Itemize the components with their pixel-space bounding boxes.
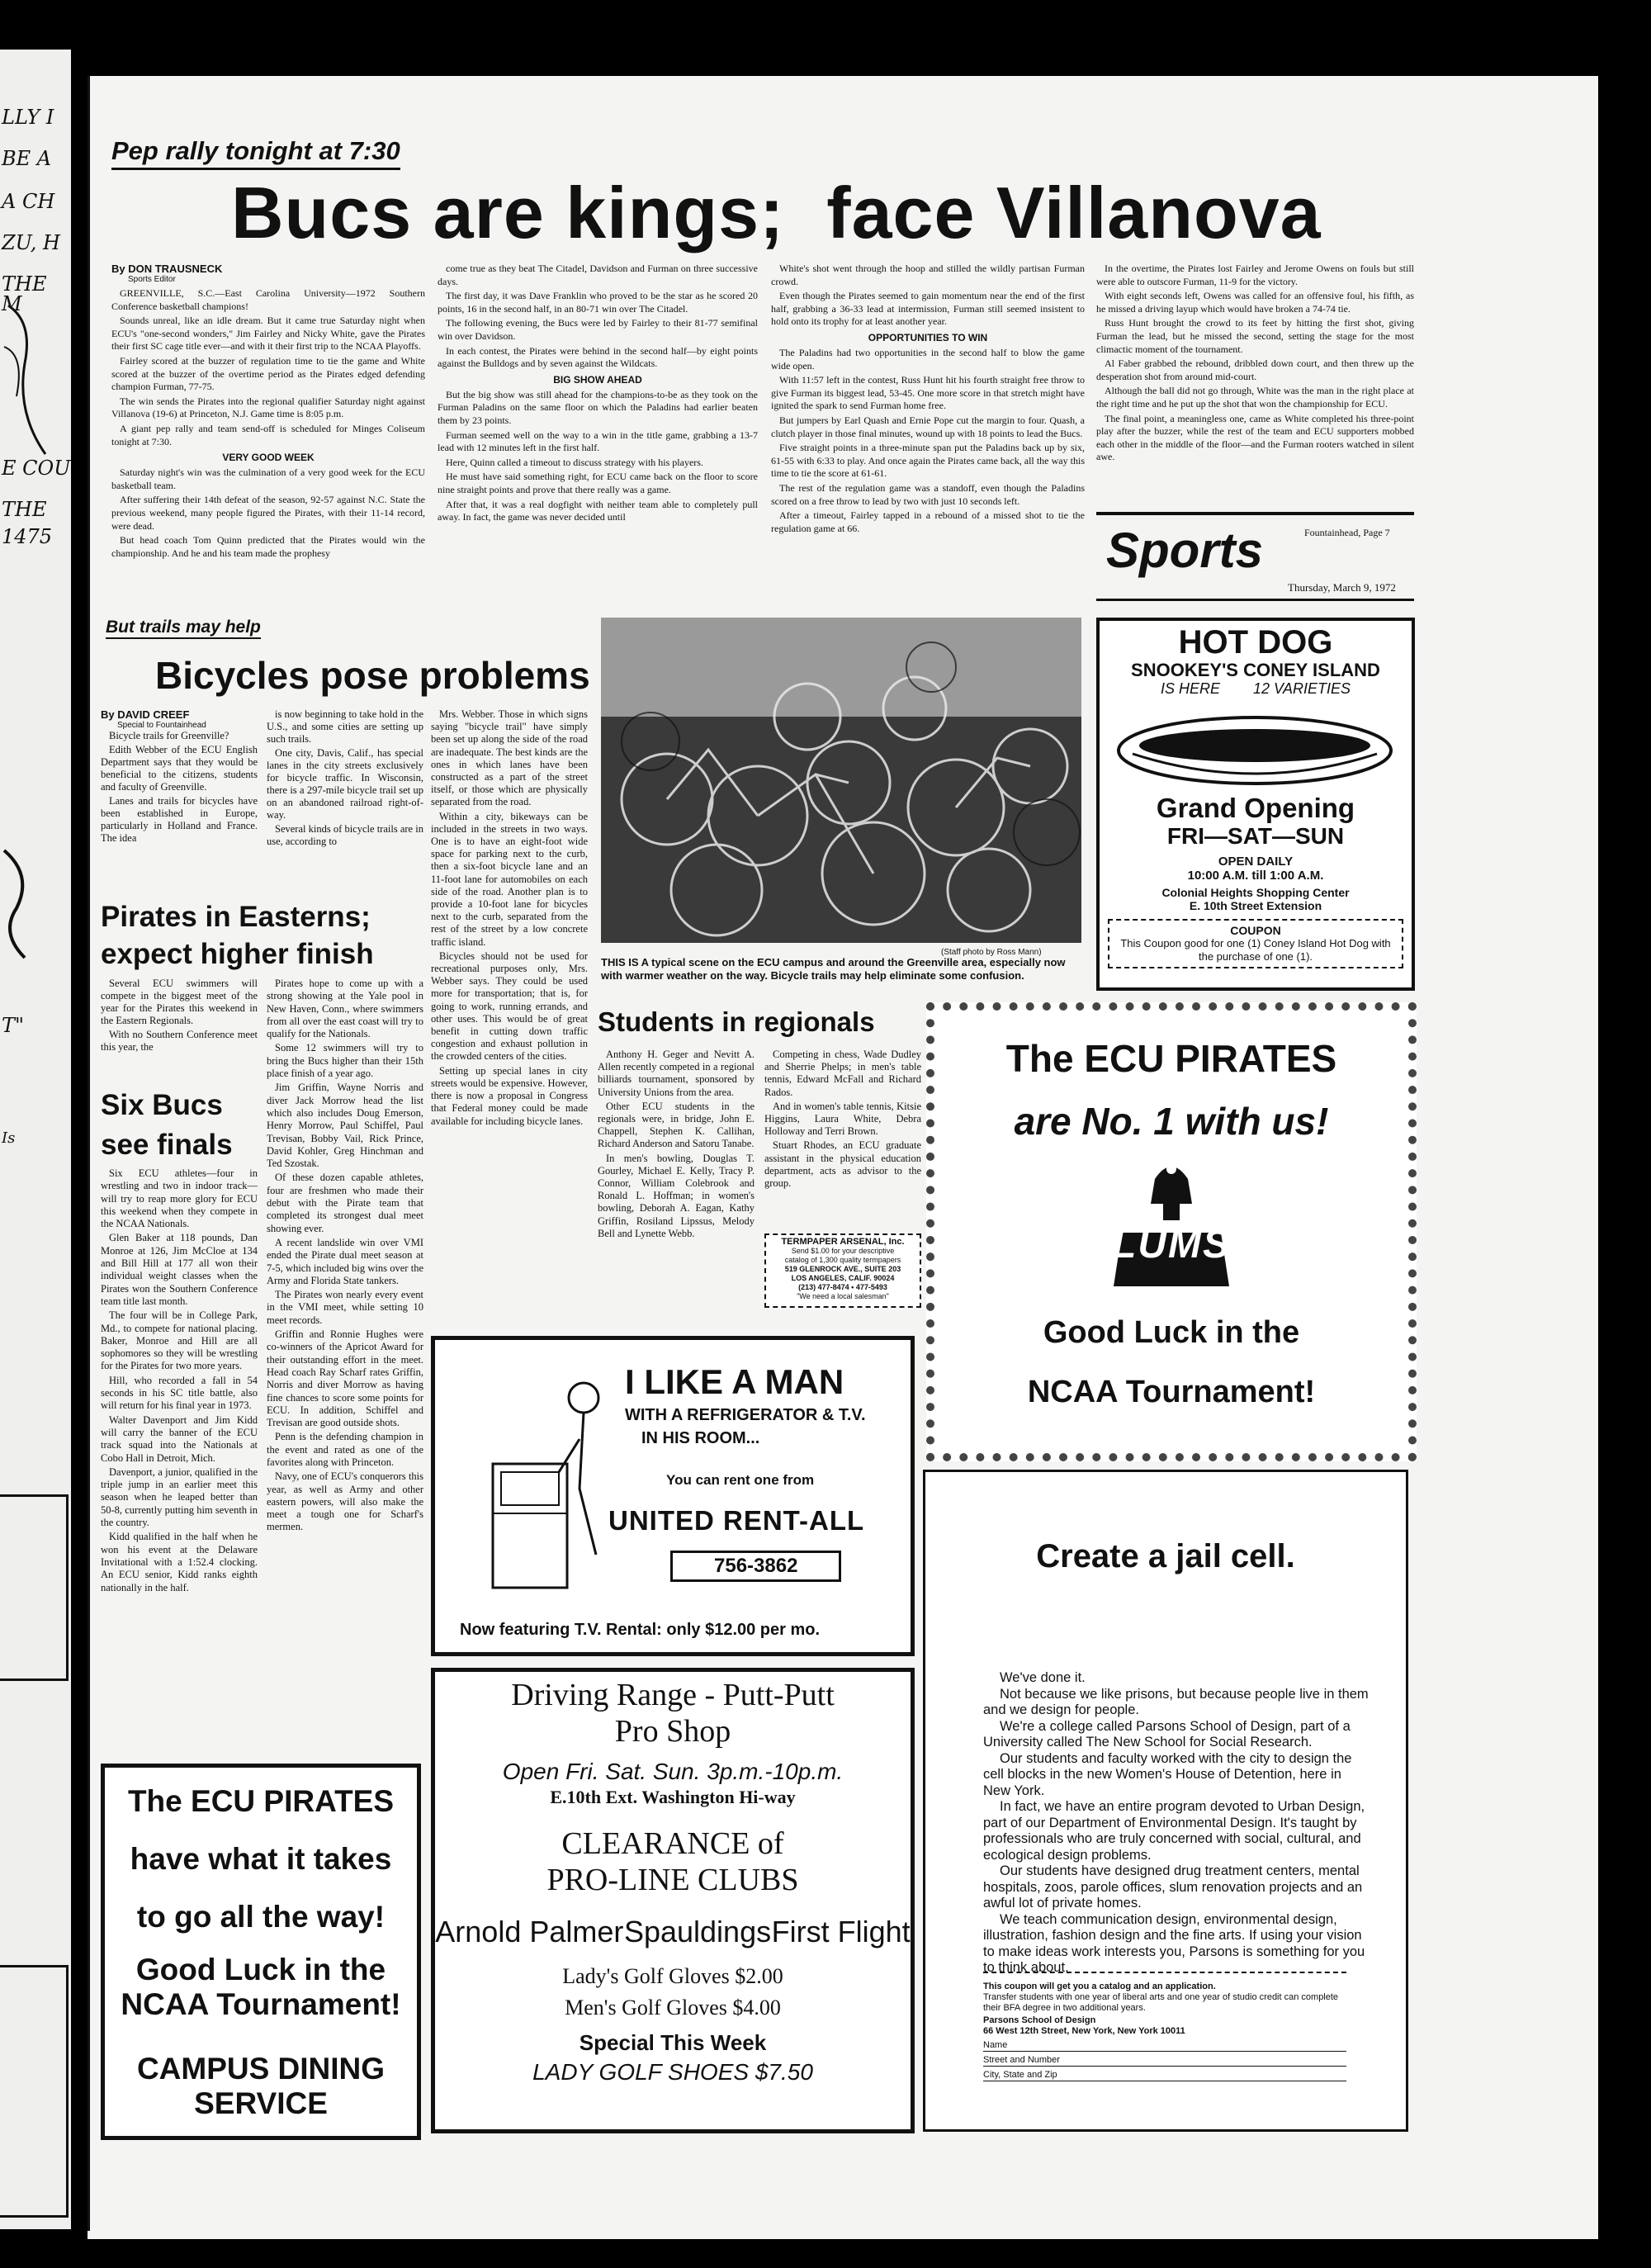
driving-line: PRO-LINE CLUBS <box>546 1863 799 1897</box>
bikes-byline: By DAVID CREEF <box>101 708 190 721</box>
left-rule <box>88 76 90 2231</box>
lums-line: Good Luck in the <box>1043 1315 1300 1350</box>
paragraph: is now beginning to take hold in the U.S., and some cities are setting up such trails. <box>267 708 423 745</box>
paragraph: GREENVILLE, S.C.—East Carolina University—1972 Southern Conference basketball champions! <box>111 287 425 312</box>
paragraph: Fairley scored at the buzzer of regulation time to tie the game and White scored at the buzzer of the overtime period as the Pirates edged defending champion Furman, 77-75. <box>111 354 425 393</box>
regionals-headline: Students in regionals <box>598 1006 875 1037</box>
section-title: Sports <box>1106 523 1264 578</box>
lead-col-3 <box>771 263 1085 537</box>
lead-byline: By DON TRAUSNECK <box>111 263 223 275</box>
rentall-headline: I LIKE A MAN <box>625 1362 844 1401</box>
paragraph: Bicycles should not be used for recreational purposes only, Mrs. Webber says. They could be used more for transportation; that is, for going to work, running errands, and other uses. This would be of great benefit in cutting down traffic congestion and exhaust pollution in the crowded centers of the cities. <box>431 949 588 1063</box>
paragraph: In each contest, the Pirates were behind in the second half—by eight points against the Bulldogs and by seven against the Wildcats. <box>438 344 758 370</box>
paragraph: Other ECU students in the regionals were, in bridge, John E. Chappell, Stephen K. Callihan, Richard Anderson and Satoru Tanabe. <box>598 1100 755 1150</box>
lums-line: The ECU PIRATES <box>1005 1037 1337 1080</box>
paragraph: One city, Davis, Calif., has special lanes in the city streets exclusively for bicycle traffic. In Wisconsin, there is a 297-mile bicycle trail set up on an abandoned railroad right-of-way. <box>267 747 423 821</box>
paragraph: Griffin and Ronnie Hughes were co-winners of the Apricot Award for their outstanding effort in the meet. Head coach Ray Scharf rates Griffin, Norris and diver Morrow as having fine chances to score some points for ECU. In addition, Schiffel and Trevisan are good outside shots. <box>267 1328 423 1429</box>
strip-word: T" <box>2 1014 25 1037</box>
paragraph: The final point, a meaningless one, came as White completed his three-point play after the buzzer, while the rest of the team and ECU supporters mobbed each other in the middle of the floor—and the Furman rooters watched in silent awe. <box>1096 412 1414 463</box>
paragraph: Six ECU athletes—four in wrestling and two in indoor track—will try to reap more glory for ECU this weekend when they compete in the NCAA Nationals. <box>101 1167 258 1230</box>
paragraph: But jumpers by Earl Quash and Ernie Pope cut the margin to four. Quash, a clutch player in those final minutes, wound up with 18 points to lead the Bucs. <box>771 414 1085 439</box>
paragraph: Several ECU swimmers will compete in the biggest meet of the year for the Pirates this weekend in the Eastern Regionals. <box>101 978 258 1026</box>
paragraph: Setting up special lanes in city streets would be expensive. However, there is now a proposal in Congress that Federal money could be made available for including bicycle lanes. <box>431 1064 588 1127</box>
driving-price: Lady's Golf Gloves $2.00 <box>562 1964 783 1988</box>
driving-range-ad <box>431 1668 915 2133</box>
bikes-headline: Bicycles pose problems <box>155 654 590 697</box>
parsons-coupon-line: This coupon will get you a catalog and an application. <box>983 1982 1216 1991</box>
parsons-school: Parsons School of Design <box>983 2015 1096 2025</box>
bikes-col-3 <box>431 708 588 1129</box>
driving-hours: Open Fri. Sat. Sun. 3p.m.-10p.m. <box>502 1759 844 1784</box>
paragraph: White's shot went through the hoop and stilled the wildly partisan Furman crowd. <box>771 263 1085 287</box>
paragraph: Mrs. Webber. Those in which signs saying "bicycle trail" have simply been set up along the side of the road are inadequate. The best kinds are the ones in which lanes have been constructed as a part of the street itself, or those which are physically separated from the road. <box>431 708 588 808</box>
refrigerator-icon <box>485 1365 608 1612</box>
strip-word: ZU, H <box>2 231 60 254</box>
lead-byrole: Sports Editor <box>128 275 176 284</box>
dining-line: The ECU PIRATES <box>127 1784 395 1818</box>
strip-word: THE M <box>2 272 47 315</box>
rentall-line: You can rent one from <box>666 1472 815 1488</box>
paragraph: He must have said something right, for ECU came back on the floor to score nine straight points and prove that there really was a game. <box>438 471 758 495</box>
regionals-col-1 <box>598 1049 755 1242</box>
issue-date: Thursday, March 9, 1972 <box>1288 581 1396 594</box>
sixbucs-headline-2: see finals <box>101 1129 233 1161</box>
subhead: OPPORTUNITIES TO WIN <box>868 331 988 343</box>
strip-box <box>0 1965 69 2218</box>
paragraph: Lanes and trails for bicycles have been established in Europe, particularly in Holland and France. The idea <box>101 795 258 844</box>
paragraph: The four will be in College Park, Md., to compete for national placing. Baker, Monroe and Hill are all sophomores so they will be wrestling for the Pirates for two more years. <box>101 1309 258 1372</box>
paragraph: The following evening, the Bucs were led by Fairley to their 81-77 semifinal win over Davidson. <box>438 317 758 342</box>
lead-col-2 <box>438 263 758 526</box>
driving-line: Driving Range - Putt-Putt <box>511 1678 835 1712</box>
termpaper-address: 519 GLENROCK AVE., SUITE 203 <box>784 1265 901 1273</box>
paragraph: With eight seconds left, Owens was called for an offensive foul, his fifth, as he missed a driving layup which would have broken a 74-74 tie. <box>1096 290 1414 315</box>
hotdog-tag: IS HERE <box>1160 680 1220 697</box>
paragraph: The rest of the regulation game was a standoff, even though the Paladins scored on a free throw to lead by two with just 10 seconds left. <box>771 481 1085 507</box>
strip-box <box>0 1494 69 1681</box>
coupon-text: This Coupon good for one (1) Coney Island Hot Dog with the purchase of one (1). <box>1120 937 1391 963</box>
rentall-line: WITH A REFRIGERATOR & T.V. <box>625 1406 866 1424</box>
easterns-headline-2: expect higher finish <box>101 938 374 970</box>
brand: First Flight <box>771 1915 911 1948</box>
dining-line: to go all the way! <box>136 1900 386 1934</box>
paragraph: After that, it was a real dogfight with neither team able to completely pull away. In fact, the game was never decided until <box>438 498 758 523</box>
rentall-name: UNITED RENT-ALL <box>608 1505 865 1536</box>
hotdog-open: OPEN DAILY <box>1218 855 1294 869</box>
hotdog-days: FRI—SAT—SUN <box>1166 823 1345 849</box>
paragraph: In the overtime, the Pirates lost Fairley and Jerome Owens on fouls but still were able to outscore Furman, 11-9 for the victory. <box>1096 263 1414 287</box>
paragraph: But the big show was still ahead for the champions-to-be as they took on the Furman Paladins on the same floor on which the Paladins had earlier beaten them by 23 points. <box>438 388 758 426</box>
lead-col-4 <box>1096 263 1414 466</box>
bikes-byrole: Special to Fountainhead <box>117 721 206 730</box>
hotdog-tagline <box>1100 680 1412 698</box>
paragraph: Several kinds of bicycle trails are in use, according to <box>267 823 423 847</box>
coupon-title: COUPON <box>1230 924 1281 937</box>
paragraph: The win sends the Pirates into the regional qualifier Saturday night against Villanova (19-6) at Princeton, N.J. Game time is 8:05 p.m. <box>111 395 425 420</box>
termpaper-line: catalog of 1,300 quality termpapers <box>784 1256 901 1264</box>
easterns-col-2 <box>267 978 423 1536</box>
paragraph: Furman seemed well on the way to a win in the title game, grabbing a 13-7 lead with 12 minutes left in the first half. <box>438 429 758 454</box>
bicycles-photo <box>601 618 1081 943</box>
rentall-ad <box>431 1336 915 1656</box>
sixbucs-col-1 <box>101 1167 258 1596</box>
paragraph: The Paladins had two opportunities in the second half to blow the game wide open. <box>771 346 1085 372</box>
parsons-coupon-line: Transfer students with one year of liberal arts and one year of studio credit can complete their BFA degree in two additional years. <box>983 1992 1339 2013</box>
paragraph: Of these dozen capable athletes, four are freshmen who made their debut with the Pirate team that completed its strongest dual meet showing ever. <box>267 1172 423 1234</box>
paragraph: Our students have designed drug treatment centers, mental hospitals, zoos, parole offices, slum renovation projects and an awful lot of private homes. <box>983 1863 1363 1911</box>
sixbucs-headline-1: Six Bucs <box>101 1089 223 1121</box>
paragraph: Saturday night's win was the culmination of a very good week for the ECU basketball team. <box>111 466 425 491</box>
hotdog-icon <box>1100 703 1410 793</box>
masthead-rule <box>1096 512 1414 515</box>
brand-list <box>435 1915 911 1949</box>
hotdog-hours: 10:00 A.M. till 1:00 A.M. <box>1187 869 1324 883</box>
photo-credit: (Staff photo by Ross Mann) <box>941 948 1042 957</box>
driving-line: Pro Shop <box>614 1714 731 1749</box>
bikes-col-2 <box>267 708 423 850</box>
bikes-kicker: But trails may help <box>106 618 261 639</box>
dining-line: Good Luck in the <box>135 1953 386 1986</box>
paragraph: Jim Griffin, Wayne Norris and diver Jack Morrow head the list which also includes Doug Emerson, Henry Morrow, Paul Schiffel, Paul Trevisan, Bobby Vail, Rick Prince, David Kohler, Greg Hinchman and Ted Szostak. <box>267 1082 423 1170</box>
paragraph: come true as they beat The Citadel, Davidson and Furman on three successive days. <box>438 263 758 287</box>
paragraph: In fact, we have an entire program devoted to Urban Design, part of our Department of Environmental Design. It's taught by professionals who are truly concerned with social, cultural, and ecological design problems. <box>983 1799 1365 1863</box>
paragraph: We teach communication design, environmental design, illustration, fashion design and the fine arts. If using your vision to make ideas work interests you, Parsons is something for you to think about. <box>983 1911 1365 1975</box>
brand: Spauldings <box>623 1915 772 1948</box>
subhead: BIG SHOW AHEAD <box>553 373 642 386</box>
parsons-coupon[interactable] <box>983 1972 1346 2081</box>
easterns-headline-1: Pirates in Easterns; <box>101 901 371 933</box>
hotdog-tag: 12 VARIETIES <box>1252 680 1351 697</box>
driving-shoes: LADY GOLF SHOES $7.50 <box>532 2059 813 2085</box>
hotdog-title: HOT DOG <box>1178 624 1333 661</box>
paragraph: Al Faber grabbed the rebound, dribbled down court, and then threw up the desperation shot from around mid-court. <box>1096 357 1414 382</box>
city-state-zip-field[interactable]: City, State and Zip <box>983 2070 1346 2081</box>
strip-word: Is <box>2 1129 16 1147</box>
paragraph: The first day, it was Dave Franklin who proved to be the star as he scored 20 points, 16 in the second half, in an 80-71 win over The Citadel. <box>438 290 758 315</box>
paragraph: The Pirates won nearly every event in the VMI meet, while setting 10 meet records. <box>267 1289 423 1326</box>
dining-ad <box>101 1764 421 2140</box>
lums-ad <box>926 1002 1417 1461</box>
lums-logo-text: LUMS <box>1112 1223 1231 1267</box>
hotdog-street: E. 10th Street Extension <box>1189 899 1322 912</box>
paragraph: Hill, who recorded a fall in 54 seconds in his SC title battle, also will return for his final year in 1973. <box>101 1374 258 1412</box>
lead-headline: Bucs are kings; face Villanova <box>231 172 1322 253</box>
termpaper-note: "We need a local salesman" <box>797 1292 889 1300</box>
paragraph: After suffering their 14th defeat of the season, 92-57 against N.C. State the previous weekend, many people figured the Pirates, with their 11-14 record, were dead. <box>111 494 425 532</box>
cartoon-fragment <box>0 842 50 966</box>
hotdog-sub: SNOOKEY'S CONEY ISLAND <box>1131 660 1380 680</box>
regionals-col-2 <box>764 1049 921 1191</box>
paragraph: Kidd qualified in the half when he won his event at the Delaware Invitational with a 1:52.4 clocking. An ECU senior, Kidd ranks eighth nationally in the half. <box>101 1531 258 1593</box>
rentall-phone[interactable]: 756-3862 <box>670 1551 841 1582</box>
parsons-ad <box>923 1470 1408 2132</box>
cartoon-fragment <box>0 297 58 462</box>
paragraph: Although the ball did not go through, White was the man in the right place at the right time and he put up the shot that won the championship for ECU. <box>1096 385 1414 410</box>
lums-line: NCAA Tournament! <box>1027 1375 1316 1409</box>
parsons-address: 66 West 12th Street, New York, New York 10011 <box>983 2026 1185 2036</box>
dining-line: SERVICE <box>194 2086 328 2120</box>
photo-caption: THIS IS A typical scene on the ECU campus and around the Greenville area, especially now with warmer weather on the way. Bicycle trails may help eliminate some confusion. <box>601 956 1066 982</box>
hotdog-grand: Grand Opening <box>1156 793 1355 823</box>
paragraph: Not because we like prisons, but because people live in them and we design for people. <box>983 1686 1369 1717</box>
rentall-line: IN HIS ROOM... <box>641 1429 760 1447</box>
paragraph: Within a city, bikeways can be included in the streets in two ways. One is to have an eight-foot wide space for parking next to the curb, then a six-foot bicycle lane and an 11-foot lane for automobiles on each side of the road. Another plan is to provide a 10-foot lane for bicycles next to the curb, separated from the rest of the street by a low concrete traffic island. <box>431 810 588 948</box>
paragraph: A giant pep rally and team send-off is scheduled for Minges Coliseum tonight at 7:30. <box>111 422 425 447</box>
paragraph: Stuart Rhodes, an ECU graduate assistant in the physical education department, acts as advisor to the group. <box>764 1139 921 1190</box>
name-field[interactable]: Name <box>983 2040 1346 2052</box>
paragraph: Bicycle trails for Greenville? <box>109 730 229 741</box>
paragraph: Russ Hunt brought the crowd to its feet by hitting the first shot, giving Furman the lead, but he missed the second, setting the stage for the most climactic moment of the tournament. <box>1096 317 1414 355</box>
termpaper-city: LOS ANGELES, CALIF. 90024 <box>791 1274 895 1282</box>
paragraph: In men's bowling, Douglas T. Gourley, Michael E. Kelly, Tracy P. Connor, William Colebrook and Ronald L. Hoffman; in women's bowling, Deborah A. Eagan, Kathy Griffin, Rosiland Lipssus, Melody Bell and Lynette Webb. <box>598 1152 755 1239</box>
paragraph: Some 12 swimmers will try to bring the Bucs higher than their 15th place finish of a year ago. <box>267 1042 423 1080</box>
paragraph: Glen Baker at 118 pounds, Dan Monroe at 126, Jim McCloe at 134 and Bill Hill at 177 all won their individual weight classes when the Pirates won the Southern Conference team title last month. <box>101 1232 258 1307</box>
dining-line: NCAA Tournament! <box>121 1987 401 2021</box>
paragraph: Anthony H. Geger and Nevitt A. Allen recently competed in a regional billiards tournament, sponsored by University Unions from the area. <box>598 1049 755 1098</box>
paragraph: A recent landslide win over VMI ended the Pirate dual meet season at 7-5, which included big wins over the Army and Florida State tankers. <box>267 1236 423 1286</box>
strip-word: A CH <box>2 190 55 213</box>
paragraph: Five straight points in a three-minute span put the Paladins back up by six, 61-55 with 6:33 to play. And once again the Pirates came back, all the way this time to tie the score at 61-61. <box>771 442 1085 480</box>
termpaper-name: TERMPAPER ARSENAL, Inc. <box>781 1237 905 1247</box>
paragraph: Davenport, a junior, qualified in the triple jump in an earlier meet this season when he leaped better than 50-8, currently putting him seventh in the country. <box>101 1465 258 1529</box>
paragraph: With no Southern Conference meet this year, the <box>101 1029 258 1053</box>
hotdog-ad <box>1096 618 1415 991</box>
paragraph: After a timeout, Fairley tapped in a rebound of a missed shot to tie the regulation game at 66. <box>771 509 1085 534</box>
folio: Fountainhead, Page 7 <box>1304 527 1390 538</box>
strip-word: E COU <box>2 457 71 480</box>
paragraph: With 11:57 left in the contest, Russ Hunt hit his fourth straight free throw to give Furman its biggest lead, 53-45. One more score in that stretch might have ignited the spark to send Furman home free. <box>771 374 1085 412</box>
street-field[interactable]: Street and Number <box>983 2055 1346 2067</box>
paragraph: And in women's table tennis, Kitsie Higgins, Laura White, Debra Holloway and Terri Brown. <box>764 1100 921 1138</box>
paragraph: Sounds unreal, like an idle dream. But it came true Saturday night when ECU's "one-second wonders," Jim Fairley and Nicky White, gave the Pirates their first SC cage title ever—and with it their first trip to the NCAA Playoffs. <box>111 315 425 353</box>
paragraph: Penn is the defending champion in the event and rated as one of the favorites along with Princeton. <box>267 1431 423 1468</box>
dining-line: CAMPUS DINING <box>136 2052 386 2086</box>
driving-line: CLEARANCE of <box>561 1826 784 1861</box>
paragraph: We've done it. <box>1000 1670 1086 1685</box>
strip-word: THE <box>2 498 47 521</box>
strip-word: LLY I <box>2 106 54 129</box>
paragraph: Here, Quinn called a timeout to discuss strategy with his players. <box>446 456 703 468</box>
paragraph: Navy, one of ECU's conquerors this year, as well as Army and other eastern powers, will also make the meet a tough one for Scharf's mermen. <box>267 1470 423 1533</box>
hotdog-center: Colonial Heights Shopping Center <box>1161 886 1350 899</box>
strip-word: BE A <box>2 147 52 170</box>
bikes-col-1 <box>101 708 258 846</box>
paragraph: We're a college called Parsons School of Design, part of a University called The New School for Social Research. <box>983 1718 1351 1750</box>
lums-line: are No. 1 with us! <box>1014 1100 1329 1143</box>
paragraph: But head coach Tom Quinn predicted that the Pirates would win the championship. And he and his team made the prophesy <box>111 534 425 559</box>
lead-col-1 <box>111 263 425 561</box>
paragraph: Competing in chess, Wade Dudley and Sherrie Phelps; in men's table tennis, Edward McFall and Richard Rados. <box>764 1049 921 1098</box>
termpaper-ad <box>764 1233 921 1308</box>
termpaper-line: Send $1.00 for your descriptive <box>791 1247 895 1255</box>
hotdog-coupon[interactable] <box>1108 919 1403 968</box>
strip-word: 1475 <box>2 525 53 548</box>
paragraph: Our students and faculty worked with the city to design the cell blocks in the new Women's House of Detention, here in New York. <box>983 1750 1352 1798</box>
driving-price: Men's Golf Gloves $4.00 <box>565 1996 781 2019</box>
paragraph: Walter Davenport and Jim Kidd will carry the banner of the ECU track squad into the Nationals at Cobo Hall in Detroit, Mich. <box>101 1413 258 1464</box>
bicycles-illustration <box>601 618 1081 943</box>
easterns-col-1 <box>101 978 258 1055</box>
brand: Arnold Palmer <box>435 1915 624 1948</box>
previous-page-strip <box>0 50 71 2229</box>
dining-line: have what it takes <box>130 1842 392 1876</box>
rentall-footer: Now featuring T.V. Rental: only $12.00 per mo. <box>460 1621 821 1639</box>
driving-address: E.10th Ext. Washington Hi-way <box>550 1787 796 1807</box>
termpaper-phone: (213) 477-8474 • 477-5493 <box>798 1283 887 1291</box>
paragraph: Pirates hope to come up with a strong showing at the Yale pool in New Haven, Conn., where swimmers from all over the east coast will try to qualify for the Nationals. <box>267 978 423 1040</box>
paragraph: Even though the Pirates seemed to gain momentum near the end of the first half, grabbing a 36-33 lead at intermission, Furman still seemed insistent to hold onto its trophy for at least another year. <box>771 290 1085 328</box>
masthead-rule <box>1096 599 1414 601</box>
parsons-title: Create a jail cell. <box>1036 1538 1295 1574</box>
parsons-body <box>983 1670 1371 1977</box>
lead-kicker: Pep rally tonight at 7:30 <box>111 136 400 170</box>
paragraph: Edith Webber of the ECU English Department says that they would be beneficial to the citizens, students and faculty of Greenville. <box>101 744 258 793</box>
subhead: VERY GOOD WEEK <box>222 452 315 464</box>
driving-special: Special This Week <box>579 2030 767 2055</box>
